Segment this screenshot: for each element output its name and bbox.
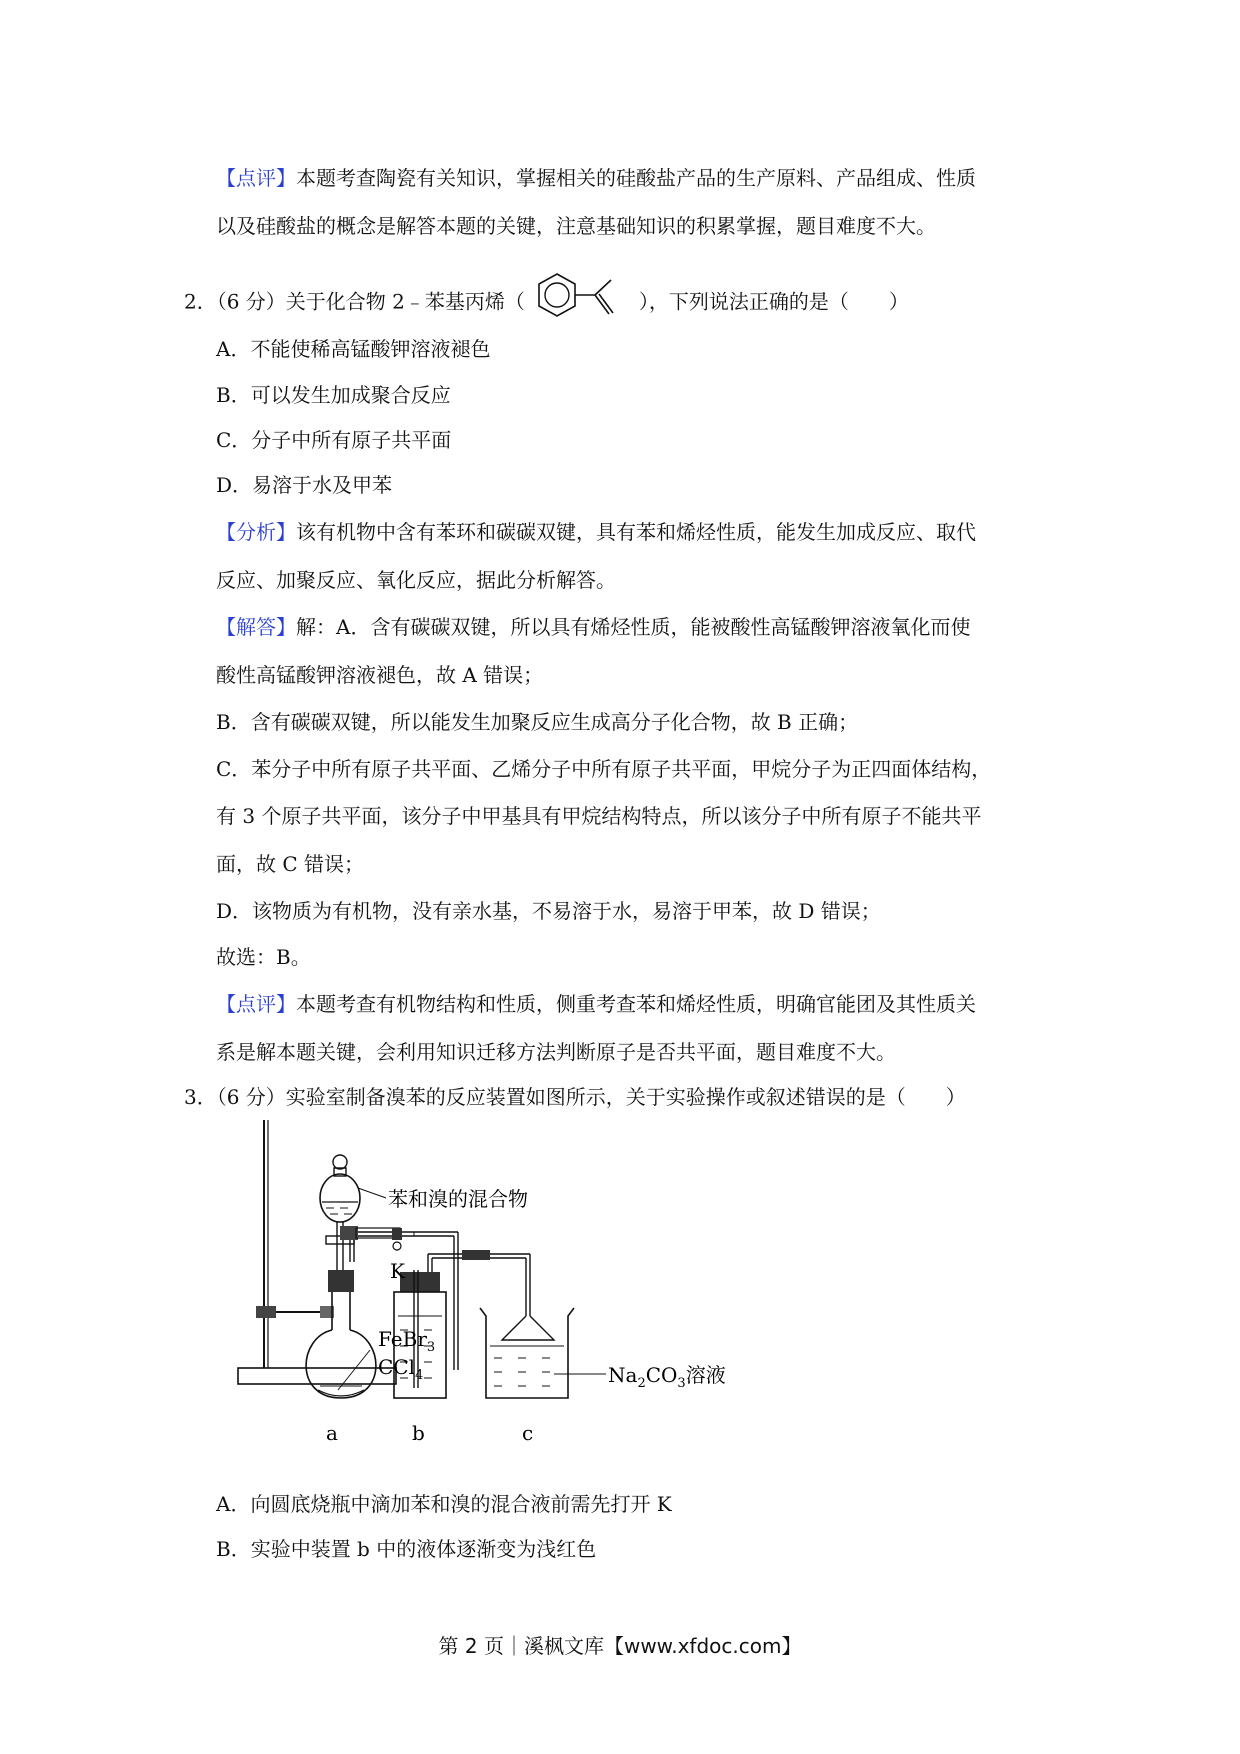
q2-option-c: C．分子中所有原子共平面	[216, 428, 452, 452]
q2-stem-post: ），下列说法正确的是（ ）	[638, 289, 909, 314]
q2-solution-line3: B．含有碳碳双键，所以能发生加聚反应生成高分子化合物，故 B 正确；	[216, 710, 859, 734]
2-phenylpropene-structure	[527, 268, 637, 334]
q2-comment-line1	[216, 989, 976, 1019]
label-k: K	[390, 1259, 405, 1283]
label-a: a	[326, 1421, 338, 1445]
q3-stem: 3．（6 分）实验室制备溴苯的反应装置如图所示，关于实验操作或叙述错误的是（ ）	[184, 1085, 966, 1109]
q1-comment-line1	[216, 163, 976, 193]
q2-option-a: A．不能使稀高锰酸钾溶液褪色	[216, 337, 491, 361]
q3-option-a: A．向圆底烧瓶中滴加苯和溴的混合液前需先打开 K	[216, 1492, 672, 1516]
beaker-c	[480, 1308, 574, 1398]
iron-stand	[238, 1120, 396, 1384]
q2-solution-line8: 故选：B。	[216, 945, 311, 969]
round-bottom-flask	[306, 1330, 376, 1398]
q2-solution-line6: 面，故 C 错误；	[216, 852, 365, 876]
comment-tag: 【点评】	[216, 166, 296, 190]
label-febr3: FeBr$_3$	[378, 1327, 436, 1355]
q1-comment-line2: 以及硅酸盐的概念是解答本题的关键，注意基础知识的积累掌握，题目难度不大。	[216, 214, 936, 238]
q2-comment-line2: 系是解本题关键，会利用知识迁移方法判断原子是否共平面，题目难度不大。	[216, 1040, 896, 1064]
q2-option-b: B．可以发生加成聚合反应	[216, 383, 451, 407]
q2-solution-line4: C．苯分子中所有原子共平面、乙烯分子中所有原子共平面，甲烷分子为正四面体结构，	[216, 757, 992, 781]
q2-stem	[184, 286, 909, 320]
bromobenzene-apparatus-figure	[228, 1120, 748, 1460]
flask-neck-with-stopper	[328, 1270, 354, 1330]
q2-analysis-line1	[216, 517, 976, 547]
analysis-text: 该有机物中含有苯环和碳碳双键，具有苯和烯烃性质，能发生加成反应、取代	[296, 520, 976, 544]
q2-solution-line7: D．该物质为有机物，没有亲水基，不易溶于水，易溶于甲苯，故 D 错误；	[216, 899, 881, 923]
comment-text: 本题考查陶瓷有关知识，掌握相关的硅酸盐产品的生产原料、产品组成、性质	[296, 166, 976, 190]
label-na2co3: $Na_2CO_3$溶液	[608, 1363, 726, 1391]
label-b: b	[412, 1421, 425, 1445]
comment-tag: 【点评】	[216, 992, 296, 1016]
clamp-k	[392, 1228, 402, 1250]
tube-b-to-c	[428, 1250, 554, 1340]
label-ccl4: CCl$_4$	[378, 1355, 424, 1383]
label-c: c	[522, 1421, 534, 1445]
solution-text: 解：A．含有碳碳双键，所以具有烯烃性质，能被酸性高锰酸钾溶液氧化而使	[296, 615, 971, 639]
q2-solution-line2: 酸性高锰酸钾溶液褪色，故 A 错误；	[216, 663, 544, 687]
comment-text: 本题考查有机物结构和性质，侧重考查苯和烯烃性质，明确官能团及其性质关	[296, 992, 976, 1016]
q2-solution-line1	[216, 612, 970, 642]
page-footer: 第 2 页｜溪枫文库【www.xfdoc.com】	[438, 1634, 802, 1658]
q2-option-d: D．易溶于水及甲苯	[216, 473, 393, 497]
q2-analysis-line2: 反应、加聚反应、氧化反应，据此分析解答。	[216, 568, 616, 592]
q2-stem-pre: 2．（6 分）关于化合物 2﹣苯基丙烯（	[184, 289, 525, 314]
label-mixture: 苯和溴的混合物	[388, 1187, 528, 1211]
solution-tag: 【解答】	[216, 615, 296, 639]
analysis-tag: 【分析】	[216, 520, 296, 544]
q2-solution-line5: 有 3 个原子共平面，该分子中甲基具有甲烷结构特点，所以该分子中所有原子不能共平	[216, 804, 982, 828]
q3-option-b: B．实验中装置 b 中的液体逐渐变为浅红色	[216, 1537, 597, 1561]
